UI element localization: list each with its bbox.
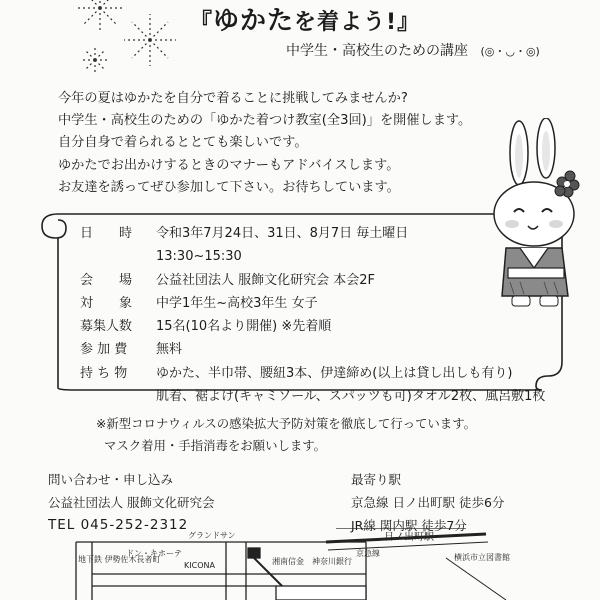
access-map xyxy=(66,528,530,600)
contact-heading: 問い合わせ・申し込み xyxy=(48,472,174,487)
venue-value: 公益社団法人 服飾文化研究会 本会2F xyxy=(156,272,376,288)
map-label-grand: グランドサン xyxy=(188,531,236,540)
intro-line: 自分自身で着られるととても楽しいです。 xyxy=(58,135,308,151)
access-info xyxy=(351,468,504,537)
access-line: 京急線 日ノ出町駅 徒歩6分 xyxy=(351,495,505,510)
fee-label: 参 加 費 xyxy=(80,342,128,358)
map-label-bank2: 神奈川銀行 xyxy=(312,557,352,566)
intro-text xyxy=(58,88,471,199)
target-value: 中学1年生~高校3年生 女子 xyxy=(156,295,318,311)
map-label-subway: 地下鉄 伊勢佐木長者町 xyxy=(78,555,161,564)
map-label-bank1: 湘南信金 xyxy=(272,557,304,566)
map-label-kicona: KICONA xyxy=(184,561,215,570)
contact-tel: TEL 045-252-2312 xyxy=(48,517,189,533)
event-details xyxy=(80,222,545,408)
access-heading: 最寄り駅 xyxy=(351,472,402,487)
items-value-cont: 肌着、裾よけ(キャミソール、スパッツも可)タオル2枚、風呂敷1枚 xyxy=(156,389,546,405)
contact-org: 公益社団法人 服飾文化研究会 xyxy=(48,495,215,510)
date-value: 令和3年7月24日、31日、8月7日 毎土曜日 xyxy=(156,226,409,241)
capacity-label: 募集人数 xyxy=(80,319,133,335)
target-label: 対 象 xyxy=(80,295,133,311)
map-label-keikyu: 京急線 xyxy=(356,549,380,558)
intro-line: お友達を誘ってぜひ参加して下さい。お待ちしています。 xyxy=(58,179,400,195)
time-value: 13:30~15:30 xyxy=(156,249,242,265)
map-label-library: 横浜市立図書館 xyxy=(454,553,510,562)
subtitle: 中学生・高校生のための講座 (◎・◡・◎) xyxy=(286,43,540,59)
page-title: 『ゆかたを着よう!』 xyxy=(190,6,421,36)
notice-line: ※新型コロナウィルスの感染拡大予防対策を徹底して行っています。 xyxy=(96,416,476,431)
intro-line: 今年の夏はゆかたを自分で着ることに挑戦してみませんか? xyxy=(58,91,408,106)
intro-line: ゆかたでお出かけするときのマナーもアドバイスします。 xyxy=(58,157,400,173)
capacity-value: 15名(10名より開催) ※先着順 xyxy=(156,319,332,335)
date-label: 日 時 xyxy=(80,226,133,241)
contact-info xyxy=(48,468,214,537)
intro-line: 中学生・高校生のための「ゆかた着つけ教室(全3回)」を開催します。 xyxy=(58,113,472,129)
items-value: ゆかた、半巾帯、腰紐3本、伊達締め(以上は貸し出しも有り) xyxy=(156,365,513,381)
items-label: 持 ち 物 xyxy=(80,365,128,381)
fireworks-illustration xyxy=(70,0,190,85)
emoticon: (◎・◡・◎) xyxy=(480,45,540,58)
notice-line: マスク着用・手指消毒をお願いします。 xyxy=(104,438,327,453)
map-label-station: 日ノ出町駅 xyxy=(384,532,434,543)
access-line: JR線 関内駅 徒歩7分 xyxy=(351,518,467,533)
rabbit-yukata-illustration xyxy=(484,118,592,314)
fee-value: 無料 xyxy=(156,342,183,358)
venue-label: 会 場 xyxy=(80,272,133,288)
map-label-donki: ドン・キホーテ xyxy=(126,549,182,558)
notice xyxy=(96,413,476,457)
